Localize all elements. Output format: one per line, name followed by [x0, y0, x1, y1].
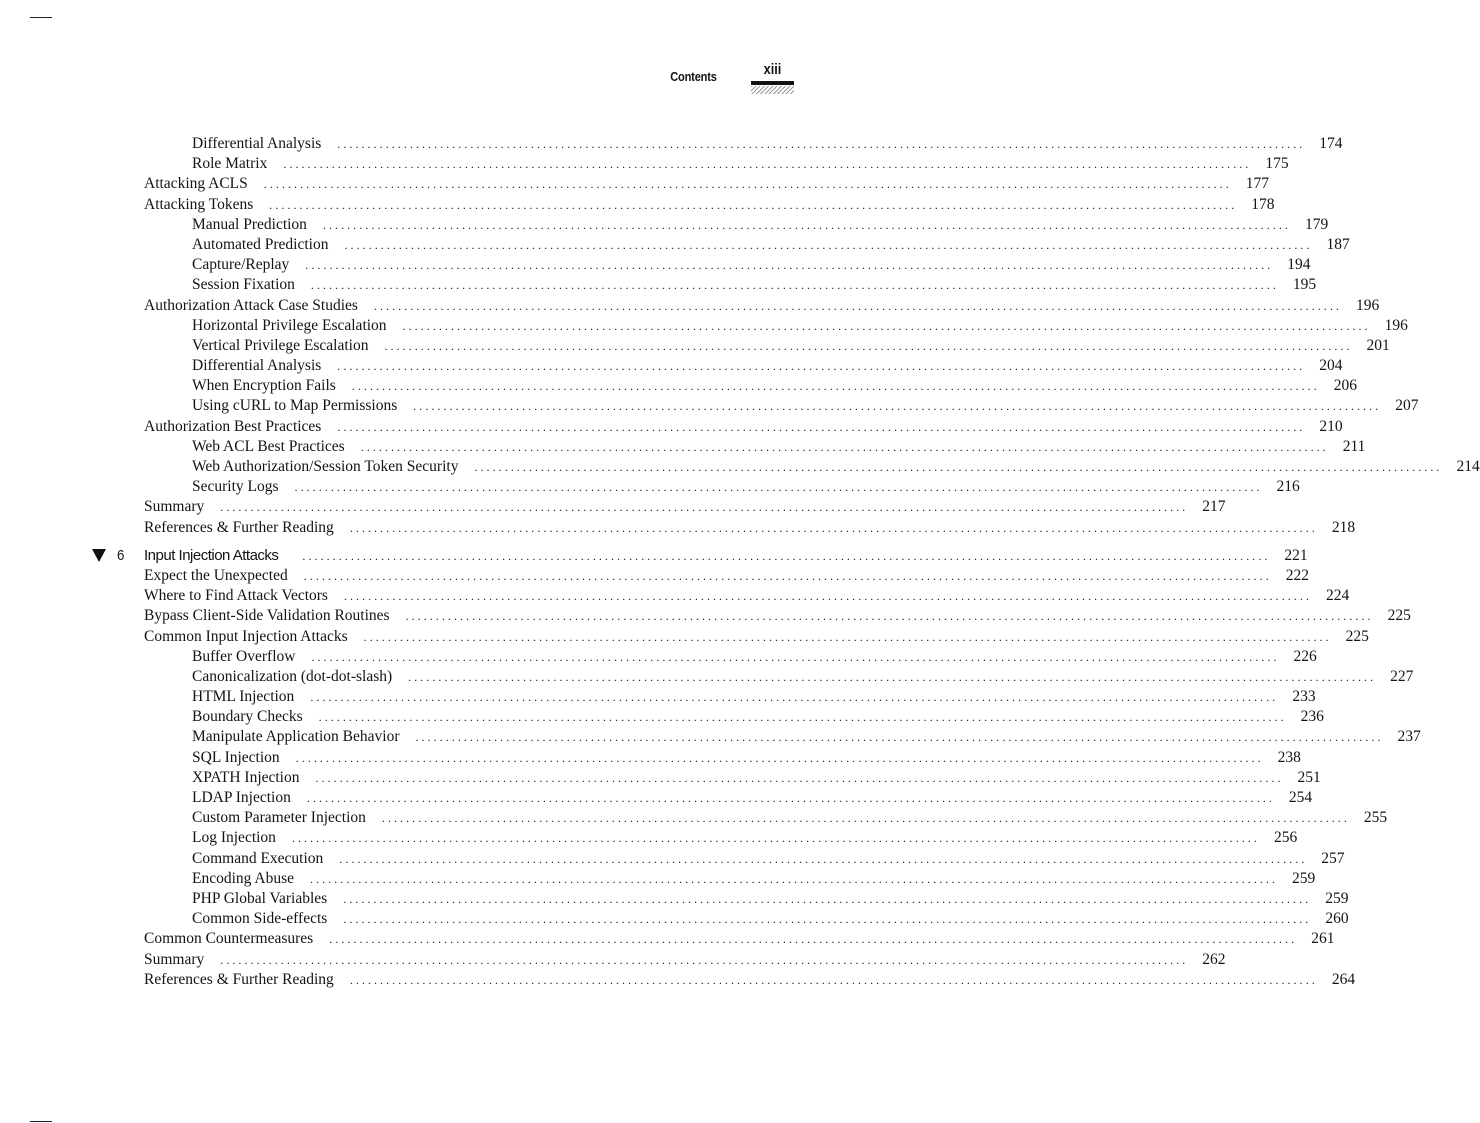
toc-entry[interactable]: [0, 477, 1300, 497]
toc-entry-page: 261: [1311, 930, 1335, 948]
dot-leader: ................................................................................................................................................................: [318, 710, 1287, 725]
dot-leader: ................................................................................................................................................................: [291, 831, 1260, 846]
toc-entry[interactable]: [0, 768, 1321, 788]
dot-leader: ................................................................................................................................................................: [363, 629, 1332, 644]
dot-leader: ................................................................................................................................................................: [310, 278, 1279, 293]
toc-entry-page: 225: [1345, 627, 1369, 645]
toc-entry-page: 194: [1287, 256, 1311, 274]
toc-entry-page: 237: [1397, 728, 1421, 746]
toc-entry-page: 210: [1319, 417, 1343, 435]
toc-entry-page: 216: [1276, 478, 1300, 496]
toc-entry-page: 227: [1390, 667, 1414, 685]
dot-leader: ................................................................................................................................................................: [349, 972, 1318, 987]
toc-entry[interactable]: [0, 606, 1411, 626]
toc-entry[interactable]: [0, 518, 1356, 538]
toc-entry-title: Bypass Client-Side Validation Routines: [144, 607, 390, 625]
toc-entry-page: 201: [1366, 336, 1390, 354]
dot-leader: ................................................................................................................................................................: [337, 419, 1306, 434]
toc-entry-page: 238: [1277, 748, 1301, 766]
dot-leader: ................................................................................................................................................................: [351, 379, 1320, 394]
dot-leader: ................................................................................................................................................................: [381, 811, 1350, 826]
toc-entry-title: XPATH Injection: [192, 768, 300, 786]
toc-entry-title: Summary: [144, 950, 205, 968]
toc-entry-title: When Encryption Fails: [192, 377, 336, 395]
dot-leader: ................................................................................................................................................................: [360, 439, 1329, 454]
toc-entry[interactable]: [0, 647, 1317, 667]
toc-entry-title: HTML Injection: [192, 688, 295, 706]
toc-entry-title: LDAP Injection: [192, 789, 291, 806]
toc-entry[interactable]: [0, 909, 1349, 929]
dot-leader: ................................................................................................................................................................: [408, 669, 1377, 684]
toc-entry[interactable]: [0, 417, 1343, 437]
toc-entry-page: 218: [1331, 518, 1356, 536]
toc-entry-page: 204: [1319, 357, 1343, 375]
toc-entry-title: Session Fixation: [192, 276, 295, 294]
toc-entry-page: 254: [1288, 789, 1313, 806]
toc-entry[interactable]: [0, 356, 1343, 376]
toc-entry-page: 255: [1363, 809, 1388, 827]
chapter-title: Input Injection Attacks: [144, 546, 279, 564]
toc-entry-title: Custom Parameter Injection: [192, 809, 366, 827]
dot-leader: ................................................................................................................................................................: [220, 500, 1189, 515]
toc-chapter-6[interactable]: [0, 546, 1308, 566]
triangle-down-icon: [92, 549, 106, 562]
toc-entry-page: 196: [1384, 316, 1408, 334]
dot-leader: ................................................................................................................................................................: [263, 177, 1232, 192]
toc-entry[interactable]: [0, 296, 1380, 316]
toc-entry-page: 236: [1300, 708, 1324, 726]
toc-entry-title: Buffer Overflow: [192, 647, 296, 665]
dot-leader: ................................................................................................................................................................: [384, 338, 1353, 353]
toc-entry[interactable]: [0, 437, 1366, 457]
toc-entry-title: Manipulate Application Behavior: [192, 728, 400, 746]
dot-leader: ................................................................................................................................................................: [315, 770, 1284, 785]
dot-leader: ................................................................................................................................................................: [344, 237, 1313, 252]
toc-entry-page: 177: [1245, 175, 1270, 193]
toc-entry-title: Horizontal Privilege Escalation: [192, 316, 387, 334]
toc-entry-page: 256: [1273, 829, 1298, 847]
toc-entry-page: 195: [1292, 276, 1317, 294]
toc-entry-title: References & Further Reading: [144, 970, 334, 988]
toc-entry-title: Differential Analysis: [192, 357, 322, 375]
toc-entry-title: Attacking ACLS: [144, 175, 248, 193]
toc-entry-page: 259: [1325, 889, 1349, 907]
toc-entry[interactable]: [0, 808, 1388, 828]
toc-entry-title: Attacking Tokens: [144, 195, 254, 213]
toc-entry[interactable]: [0, 950, 1226, 970]
dot-leader: ................................................................................................................................................................: [373, 298, 1342, 313]
toc-entry-title: Differential Analysis: [192, 135, 322, 152]
toc-entry-title: Summary: [144, 498, 205, 516]
dot-leader: ................................................................................................................................................................: [303, 568, 1272, 583]
chapter-number: 6: [117, 546, 125, 564]
dot-leader: ................................................................................................................................................................: [306, 791, 1275, 805]
toc-entry[interactable]: [0, 788, 1313, 808]
toc-group-1: [0, 134, 1480, 538]
toc-entry-title: SQL Injection: [192, 748, 280, 766]
dot-leader: ................................................................................................................................................................: [220, 952, 1189, 967]
toc-entry[interactable]: [0, 849, 1345, 869]
toc-entry[interactable]: [0, 195, 1275, 215]
crop-mark-top-left: [30, 17, 52, 18]
toc-entry-page: 224: [1325, 587, 1350, 605]
toc-group-2: [0, 566, 1421, 990]
toc-entry-title: Using cURL to Map Permissions: [192, 397, 398, 415]
toc-entry-page: 179: [1304, 215, 1329, 233]
toc-entry-page: 262: [1202, 950, 1226, 968]
toc-entry-title: Where to Find Attack Vectors: [144, 587, 328, 605]
dot-leader: ................................................................................................................................................................: [474, 460, 1443, 474]
toc-entry[interactable]: [0, 275, 1317, 295]
toc-entry[interactable]: [0, 667, 1414, 687]
dot-leader: ................................................................................................................................................................: [269, 197, 1238, 212]
toc-entry[interactable]: [0, 970, 1356, 990]
dot-leader: ................................................................................................................................................................: [337, 359, 1306, 374]
toc-entry[interactable]: [0, 687, 1316, 707]
toc-entry-title: Automated Prediction: [192, 235, 329, 253]
dot-leader: ................................................................................................................................................................: [343, 589, 1312, 604]
toc-entry-page: 178: [1251, 195, 1275, 213]
toc-entry-page: 187: [1326, 235, 1350, 253]
toc-entry-title: Vertical Privilege Escalation: [192, 336, 369, 354]
page-number-hatch: [751, 86, 794, 94]
toc-entry[interactable]: [0, 396, 1419, 416]
toc-entry-title: Log Injection: [192, 829, 276, 847]
dot-leader: ................................................................................................................................................................: [294, 480, 1263, 495]
toc-entry-page: 217: [1202, 498, 1226, 516]
toc-entry-title: Security Logs: [192, 478, 279, 496]
toc-entry[interactable]: [0, 748, 1301, 768]
toc-entry[interactable]: [0, 727, 1421, 747]
dot-leader: ................................................................................................................................................................: [415, 730, 1384, 745]
page-number-rule: [751, 81, 794, 85]
toc-entry-title: Common Side-effects: [192, 910, 328, 928]
toc-entry[interactable]: [0, 869, 1316, 889]
toc-entry-title: Expect the Unexpected: [144, 566, 288, 584]
toc-entry[interactable]: [0, 174, 1270, 194]
crop-mark-bottom-left: [30, 1121, 52, 1122]
toc-entry[interactable]: [0, 316, 1408, 336]
toc-entry-page: 222: [1285, 566, 1309, 584]
toc-entry[interactable]: [0, 457, 1480, 477]
dot-leader: ................................................................................................................................................................: [402, 318, 1371, 333]
dot-leader: ................................................................................................................................................................: [337, 137, 1306, 151]
toc-entry-title: Authorization Best Practices: [144, 417, 322, 435]
toc-entry[interactable]: [0, 828, 1298, 848]
dot-leader: ................................................................................................................................................................: [349, 520, 1318, 535]
toc-entry-title: Encoding Abuse: [192, 869, 295, 887]
dot-leader: ................................................................................................................................................................: [283, 157, 1252, 172]
toc-entry-page: 260: [1325, 910, 1349, 928]
toc-entry-title: Capture/Replay: [192, 256, 290, 274]
toc-entry-title: Manual Prediction: [192, 215, 307, 233]
dot-leader: ................................................................................................................................................................: [311, 649, 1280, 664]
toc-entry-page: 174: [1319, 135, 1343, 152]
toc-entry[interactable]: [0, 566, 1309, 586]
toc-entry-title: PHP Global Variables: [192, 889, 328, 907]
running-header-label: Contents: [670, 69, 717, 84]
toc-entry[interactable]: [0, 707, 1324, 727]
dot-leader: ................................................................................................................................................................: [339, 851, 1308, 866]
toc-entry[interactable]: [0, 215, 1329, 235]
dot-leader: ................................................................................................................................................................: [329, 932, 1298, 947]
toc-entry-title: Command Execution: [192, 849, 324, 867]
toc-entry[interactable]: [0, 376, 1358, 396]
toc-entry[interactable]: [0, 154, 1289, 174]
dot-leader: ................................................................................................................................................................: [295, 750, 1264, 765]
toc-entry-page: 211: [1342, 437, 1366, 455]
toc-entry-title: References & Further Reading: [144, 518, 334, 536]
toc-entry-page: 264: [1331, 970, 1356, 988]
toc-entry-title: Web ACL Best Practices: [192, 437, 345, 455]
toc-entry-title: Web Authorization/Session Token Security: [192, 458, 459, 475]
table-of-contents: [0, 134, 1480, 990]
toc-entry[interactable]: [0, 235, 1350, 255]
toc-entry-page: 251: [1297, 768, 1321, 786]
dot-leader: ................................................................................................................................................................: [343, 912, 1312, 927]
toc-entry-title: Common Input Injection Attacks: [144, 627, 348, 645]
toc-entry-title: Common Countermeasures: [144, 930, 314, 948]
toc-entry-page: 259: [1292, 869, 1316, 887]
page-number: xiii: [763, 61, 782, 78]
toc-entry[interactable]: [0, 586, 1350, 606]
toc-entry-page: 225: [1387, 607, 1411, 625]
toc-entry-title: Authorization Attack Case Studies: [144, 296, 358, 314]
dot-leader: ................................................................................................................................................................: [302, 548, 1271, 563]
toc-entry-page: 207: [1395, 397, 1419, 415]
toc-entry[interactable]: [0, 134, 1343, 154]
toc-entry-page: 206: [1333, 377, 1358, 395]
chapter-page: 221: [1284, 546, 1308, 564]
dot-leader: ................................................................................................................................................................: [322, 217, 1291, 232]
toc-entry[interactable]: [0, 929, 1335, 949]
dot-leader: ................................................................................................................................................................: [310, 871, 1279, 886]
toc-entry-title: Boundary Checks: [192, 708, 303, 726]
toc-entry-page: 214: [1456, 458, 1480, 475]
dot-leader: ................................................................................................................................................................: [343, 891, 1312, 906]
toc-entry[interactable]: [0, 255, 1311, 275]
toc-entry[interactable]: [0, 627, 1369, 647]
toc-entry-title: Role Matrix: [192, 155, 268, 173]
toc-entry-page: 196: [1355, 296, 1380, 314]
toc-entry-page: 175: [1265, 155, 1289, 173]
dot-leader: ................................................................................................................................................................: [305, 258, 1274, 273]
toc-entry[interactable]: [0, 889, 1349, 909]
dot-leader: ................................................................................................................................................................: [310, 690, 1279, 705]
toc-entry[interactable]: [0, 336, 1390, 356]
toc-entry-page: 233: [1292, 688, 1316, 706]
toc-entry-page: 257: [1321, 849, 1345, 867]
toc-entry-title: Canonicalization (dot-dot-slash): [192, 667, 393, 685]
dot-leader: ................................................................................................................................................................: [413, 399, 1382, 414]
dot-leader: ................................................................................................................................................................: [405, 609, 1374, 624]
toc-entry[interactable]: [0, 497, 1226, 517]
toc-entry-page: 226: [1293, 647, 1317, 665]
